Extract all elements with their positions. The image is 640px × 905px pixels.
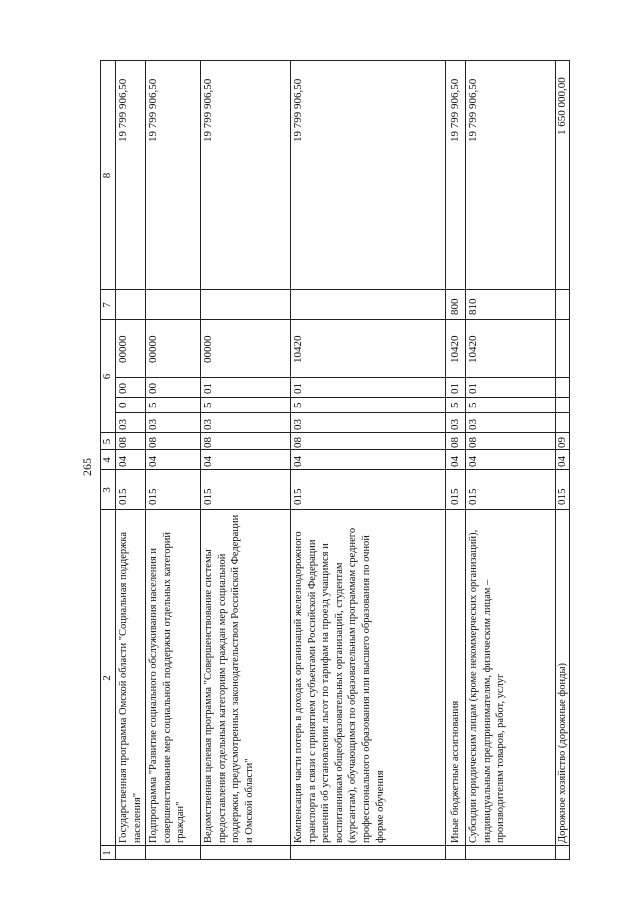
row-name: Иные бюджетные ассигнования (450, 700, 461, 843)
header-col-7: 7 (101, 302, 113, 308)
row-target-code-subprogram: 5 (202, 402, 214, 408)
header-col-8: 8 (101, 172, 113, 179)
row-section-code: 04 (556, 456, 568, 467)
row-target-code-direction: 00000 (117, 335, 129, 363)
row-section-code: 04 (202, 456, 214, 467)
row-admin-code: 015 (556, 488, 568, 505)
row-amount: 19 799 906,50 (147, 78, 159, 142)
header-col-5: 5 (101, 438, 113, 445)
row-admin-code: 015 (117, 488, 129, 505)
col-divider (100, 289, 570, 290)
col-divider (100, 432, 570, 433)
row-section-code: 04 (147, 456, 159, 467)
header-col-6: 6 (101, 373, 113, 380)
row-target-code-event: 01 (467, 383, 479, 394)
row-amount: 19 799 906,50 (449, 78, 461, 142)
header-col-1: 1 (101, 850, 113, 856)
row-name: Дорожное хозяйство (дорожные фонды) (557, 662, 568, 843)
row-target-code-program: 03 (449, 419, 461, 430)
row-admin-code: 015 (147, 488, 159, 505)
row-subsection-code: 08 (467, 437, 479, 448)
row-divider (145, 60, 146, 860)
row-target-code-program: 03 (292, 419, 304, 430)
row-target-code-event: 01 (449, 383, 461, 394)
row-section-code: 04 (292, 456, 304, 467)
row-divider (465, 60, 466, 860)
row-subsection-code: 09 (556, 437, 568, 448)
row-target-code-event: 01 (292, 383, 304, 394)
row-section-code: 04 (117, 456, 129, 467)
row-admin-code: 015 (449, 488, 461, 505)
row-target-code-event: 00 (147, 383, 159, 394)
code-subdivider (115, 412, 570, 413)
row-divider (445, 60, 446, 860)
row-divider (290, 60, 291, 860)
budget-table (80, 60, 570, 860)
row-amount: 1 650 000,00 (556, 77, 568, 135)
row-subsection-code: 08 (202, 437, 214, 448)
row-target-code-program: 03 (117, 419, 129, 430)
row-name: Подпрограмма "Развитие социального обслуживания населения и совершенствование мер социальной поддержки отдельных категорий граждан" (148, 532, 187, 843)
row-name: Компенсация части потерь в доходах организаций железнодорожного транспорта в связи с принятием субъектами Российской Федерации решений об установлении льгот по тарифам на проезд учащимся и воспитанникам общеобразовательных организаций, студентам (курсантам), обучающимся по образовательным программам среднего профессионального образования или высшего образования по очной форме обучения (293, 527, 386, 843)
code-subdivider (115, 377, 570, 378)
row-name: Ведомственная целевая программа "Совершенствование системы предоставления отдельным категориям граждан мер социальной поддержки, предусмотренных законодательством Российской Федерации и Омской области" (203, 514, 255, 843)
row-target-code-direction: 10420 (449, 335, 461, 363)
header-col-3: 3 (101, 487, 113, 493)
header-col-2: 2 (101, 675, 113, 681)
col-divider (100, 845, 570, 846)
row-section-code: 04 (449, 456, 461, 467)
row-expense-type: 800 (449, 298, 461, 315)
row-target-code-event: 01 (202, 383, 214, 394)
row-target-code-direction: 10420 (292, 335, 304, 363)
col-divider (100, 319, 570, 320)
table-border-right (100, 60, 570, 61)
row-admin-code: 015 (202, 488, 214, 505)
row-name: Субсидии юридическим лицам (кроме некоммерческих организаций), индивидуальным предпринимателям, физическим лицам – производителям товаров, работ, услуг (468, 529, 507, 843)
row-target-code-direction: 00000 (147, 335, 159, 363)
row-subsection-code: 08 (147, 437, 159, 448)
row-target-code-subprogram: 5 (449, 402, 461, 408)
col-divider (100, 469, 570, 470)
row-target-code-direction: 00000 (202, 335, 214, 363)
row-subsection-code: 08 (449, 437, 461, 448)
row-name: Государственная программа Омской области "Социальная поддержка населения" (118, 531, 143, 843)
row-subsection-code: 08 (292, 437, 304, 448)
row-section-code: 04 (467, 456, 479, 467)
header-row-divider (115, 60, 116, 860)
col-divider (100, 449, 570, 450)
row-amount: 19 799 906,50 (117, 78, 129, 142)
row-target-code-subprogram: 5 (467, 402, 479, 408)
row-target-code-subprogram: 5 (147, 402, 159, 408)
row-target-code-event: 00 (117, 383, 129, 394)
row-amount: 19 799 906,50 (292, 78, 304, 142)
col-divider (100, 509, 570, 510)
row-target-code-program: 03 (467, 419, 479, 430)
row-target-code-program: 03 (202, 419, 214, 430)
table-border-left (100, 859, 570, 860)
row-subsection-code: 08 (117, 437, 129, 448)
row-amount: 19 799 906,50 (202, 78, 214, 142)
row-divider (200, 60, 201, 860)
row-expense-type: 810 (467, 298, 479, 315)
page-number: 265 (80, 458, 94, 476)
row-admin-code: 015 (292, 488, 304, 505)
header-col-4: 4 (101, 457, 113, 463)
row-admin-code: 015 (467, 488, 479, 505)
row-target-code-subprogram: 5 (292, 402, 304, 408)
code-subdivider (115, 397, 570, 398)
row-target-code-program: 03 (147, 419, 159, 430)
row-amount: 19 799 906,50 (467, 78, 479, 142)
row-target-code-direction: 10420 (467, 335, 479, 363)
row-target-code-subprogram: 0 (117, 402, 129, 408)
